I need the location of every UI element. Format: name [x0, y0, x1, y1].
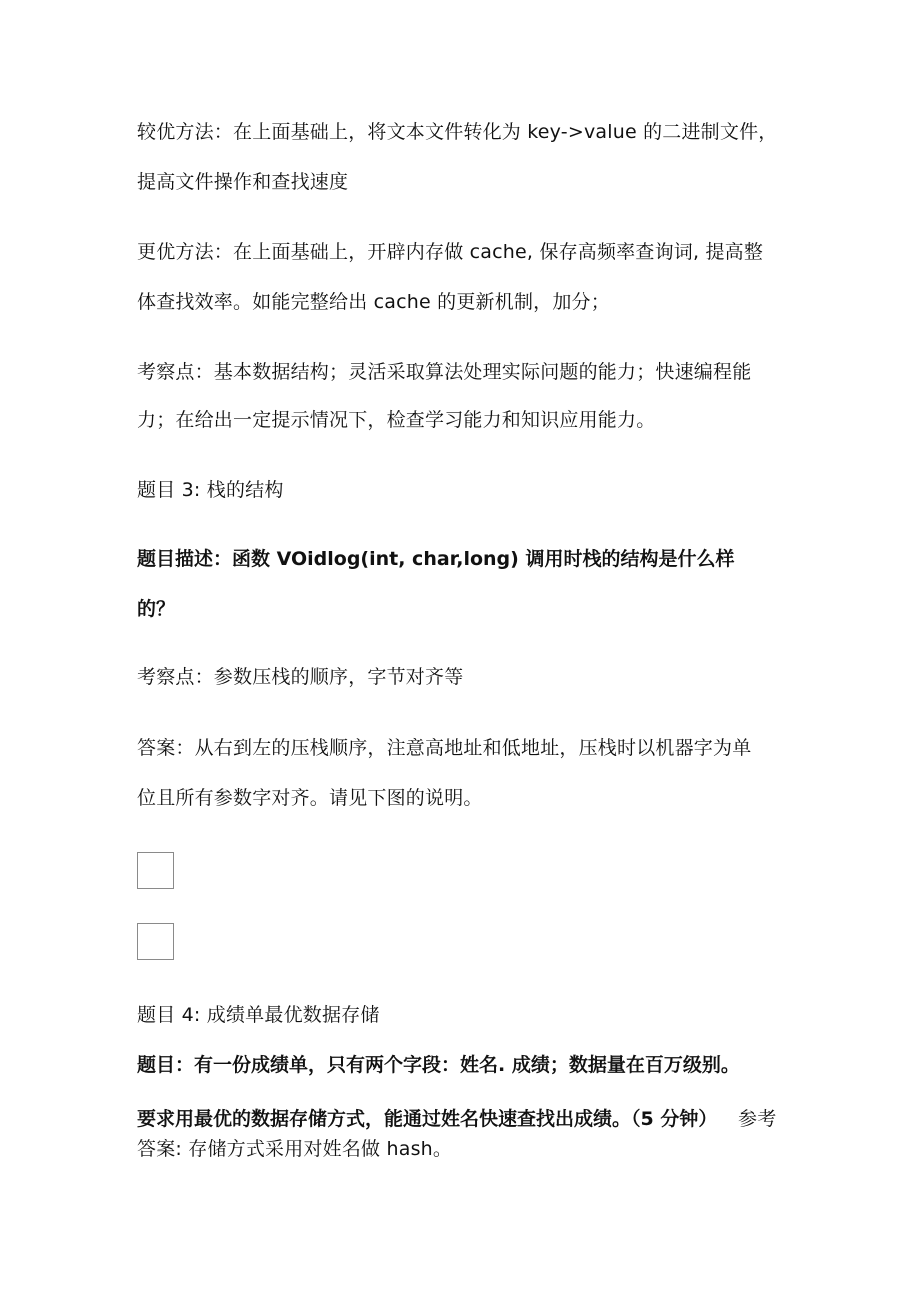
question-3-description-line-1: 题目描述：函数 VOidlog(int, char,long) 调用时栈的结构是什么样	[137, 548, 735, 570]
question-3-assessment: 考察点：参数压栈的顺序，字节对齐等	[137, 666, 464, 688]
paragraph-better-method-line-2: 提高文件操作和查找速度	[137, 171, 349, 193]
broken-image-icon	[137, 852, 174, 889]
question-3-answer-line-1: 答案：从右到左的压栈顺序，注意高地址和低地址，压栈时以机器字为单	[137, 737, 752, 759]
broken-image-icon	[137, 923, 174, 960]
question-4-answer: 答案: 存储方式采用对姓名做 hash。	[137, 1138, 453, 1160]
question-3-answer-line-2: 位且所有参数字对齐。请见下图的说明。	[137, 787, 483, 809]
heading-question-3: 题目 3: 栈的结构	[137, 479, 284, 501]
question-4-description: 题目：有一份成绩单，只有两个字段：姓名. 成绩；数据量在百万级别。	[137, 1054, 740, 1076]
paragraph-best-method-line-2: 体查找效率。如能完整给出 cache 的更新机制，加分；	[137, 291, 610, 313]
paragraph-assessment-line-2: 力；在给出一定提示情况下，检查学习能力和知识应用能力。	[137, 409, 656, 431]
question-4-requirement: 要求用最优的数据存储方式，能通过姓名快速查找出成绩。（5 分钟）	[137, 1108, 718, 1130]
question-3-description-line-2: 的？	[137, 598, 176, 620]
paragraph-best-method-line-1: 更优方法：在上面基础上，开辟内存做 cache, 保存高频率查询词, 提高整	[137, 241, 764, 263]
heading-question-4: 题目 4: 成绩单最优数据存储	[137, 1004, 380, 1026]
paragraph-assessment-line-1: 考察点：基本数据结构；灵活采取算法处理实际问题的能力；快速编程能	[137, 361, 752, 383]
question-4-reference-label: 参考	[738, 1108, 777, 1130]
paragraph-better-method-line-1: 较优方法：在上面基础上，将文本文件转化为 key->value 的二进制文件，	[137, 121, 778, 143]
